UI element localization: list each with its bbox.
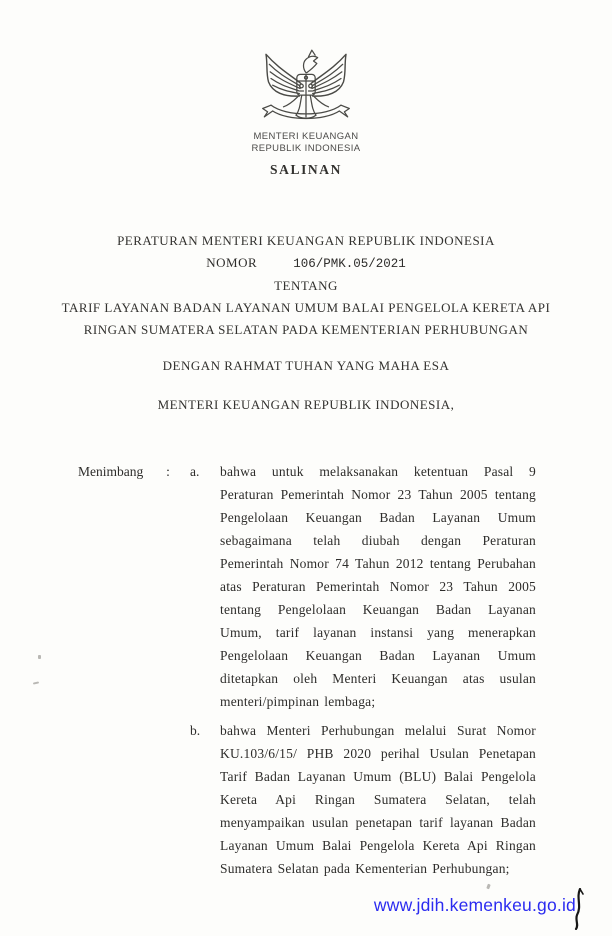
regulation-number-line <box>0 252 612 275</box>
regulation-title: PERATURAN MENTERI KEUANGAN REPUBLIK INDONESIA <box>117 233 495 248</box>
consideration-item-b <box>190 719 536 880</box>
consideration-item-a <box>190 460 536 713</box>
considerations-section <box>0 460 612 886</box>
item-text: bahwa untuk melaksanakan ketentuan Pasal 9 Peraturan Pemerintah Nomor 23 Tahun 2005 tentang Pengelolaan Keuangan Badan Layanan Umum sebagaimana telah diubah dengan Peraturan Pemerintah Nomor 74 Tahun 2012 tentang Perubahan atas Peraturan Pemerintah Nomor 23 Tahun 2005 tentang Pengelolaan Keuangan Badan Layanan Umum, tarif layanan instansi yang menerapkan Pengelolaan Keuangan Badan Layanan Umum ditetapkan oleh Menteri Keuangan atas usulan menteri/pimpinan lembaga; <box>220 464 536 709</box>
considerations-list <box>190 460 536 886</box>
title-block <box>0 230 612 341</box>
pen-stroke-mark <box>570 888 586 930</box>
issuer-line: MENTERI KEUANGAN REPUBLIK INDONESIA, <box>157 397 455 412</box>
tentang-label: TENTANG <box>274 278 338 293</box>
menimbang-colon: : <box>166 464 170 479</box>
page-footer <box>374 888 586 922</box>
nomor-label: NOMOR <box>206 255 258 270</box>
ministry-heading <box>0 131 612 154</box>
ministry-country: REPUBLIK INDONESIA <box>251 142 361 154</box>
item-marker: b. <box>190 723 201 738</box>
scan-artifact <box>38 655 41 659</box>
nomor-value: 106/PMK.05/2021 <box>293 257 406 271</box>
menimbang-label: Menimbang <box>78 464 144 479</box>
item-text: bahwa Menteri Perhubungan melalui Surat Nomor KU.103/6/15/ PHB 2020 perihal Usulan Penetapan Tarif Badan Layanan Umum (BLU) Balai Pengelola Kereta Api Ringan Sumatera Selatan, telah menyampaikan usulan penetapan tarif layanan Badan Layanan Umum Balai Pengelola Kereta Api Ringan Sumatera Selatan pada Kementerian Perhubungan; <box>220 723 536 876</box>
copy-stamp: SALINAN <box>270 162 342 177</box>
item-marker: a. <box>190 464 200 479</box>
letterhead <box>0 0 612 178</box>
ministry-name: MENTERI KEUANGAN <box>253 131 359 142</box>
subject-line-1: TARIF LAYANAN BADAN LAYANAN UMUM BALAI PENGELOLA KERETA API <box>61 300 551 315</box>
garuda-pancasila-emblem-icon <box>256 44 356 128</box>
subject-line-2: RINGAN SUMATERA SELATAN PADA KEMENTERIAN PERHUBUNGAN <box>83 322 529 337</box>
jdih-url-link[interactable]: www.jdih.kemenkeu.go.id <box>373 894 576 915</box>
invocation-line: DENGAN RAHMAT TUHAN YANG MAHA ESA <box>162 358 450 373</box>
